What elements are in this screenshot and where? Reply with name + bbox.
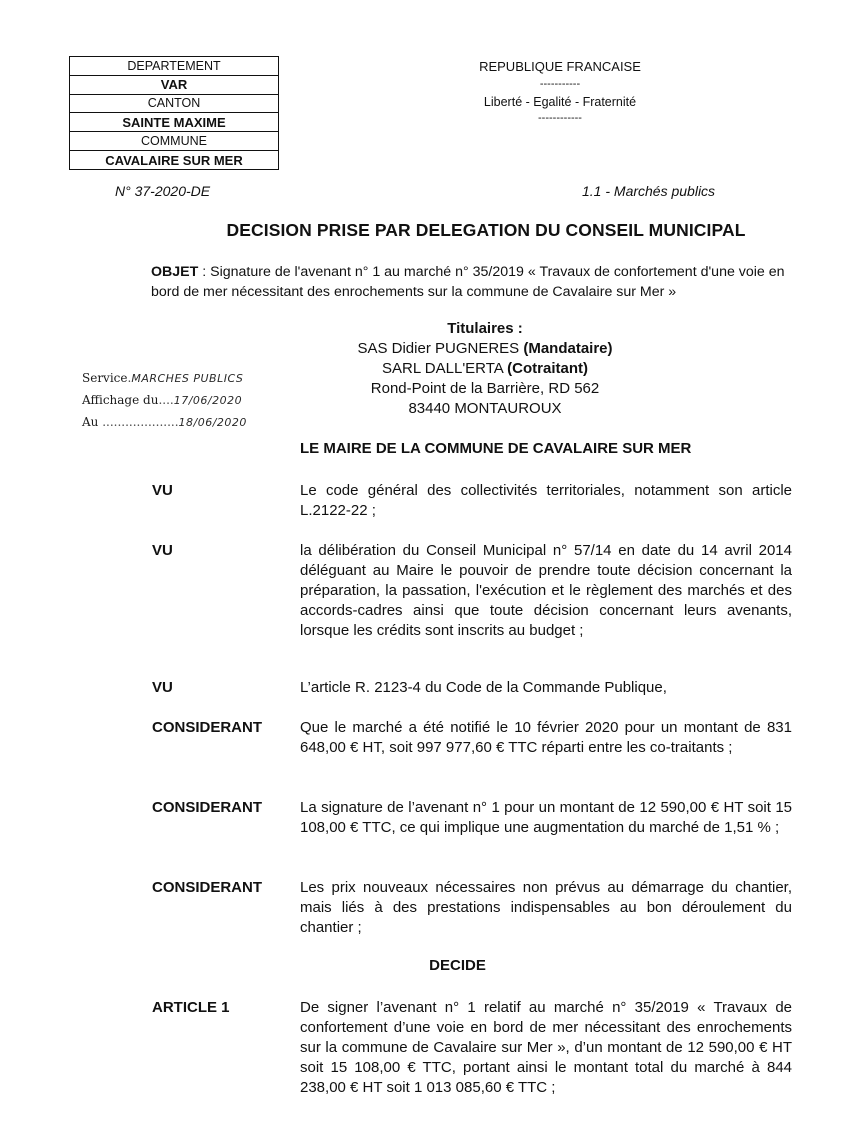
clause-vu-3	[152, 678, 792, 698]
stamp-service-label: Service	[82, 371, 128, 385]
admin-row-canton-value: SAINTE MAXIME	[70, 113, 278, 132]
decide-heading	[0, 957, 855, 974]
clause-considerant-1	[152, 718, 792, 758]
republique-separator-top: -----------	[539, 78, 581, 90]
admin-row-commune-label: COMMUNE	[70, 132, 278, 151]
titulaire-2-name: SARL DALL'ERTA	[382, 360, 503, 377]
admin-row-departement-label: DEPARTEMENT	[70, 57, 278, 76]
clause-article-1	[152, 998, 792, 1098]
clause-text: De signer l’avenant n° 1 relatif au marché n° 35/2019 « Travaux de confortement d’une voie en bord de mer nécessitant des enrochements sur la commune de Cavalaire sur Mer », d’un montant de 12 590,00 € HT soit 15 108,00 € TTC, portant ainsi le montant total du marché à 844 238,00 € HT soit 1 013 085,60 € TTC ;	[300, 999, 792, 1096]
titulaire-line-1	[300, 339, 670, 359]
maire-heading: LE MAIRE DE LA COMMUNE DE CAVALAIRE SUR MER	[300, 440, 692, 457]
clause-label: VU	[152, 679, 173, 696]
stamp-au-value: 18/06/2020	[178, 416, 247, 429]
stamp-affichage-label: Affichage du	[82, 393, 159, 407]
republique-separator-bottom: ------------	[538, 112, 582, 124]
titulaire-2-role: (Cotraitant)	[507, 360, 588, 377]
republique-title: REPUBLIQUE FRANCAISE	[479, 59, 641, 74]
clause-label: CONSIDERANT	[152, 719, 263, 736]
admin-row-canton-label: CANTON	[70, 95, 278, 114]
stamp-affichage-value: 17/06/2020	[173, 394, 243, 407]
clause-label: ARTICLE 1	[152, 999, 230, 1016]
page-title-text: DECISION PRISE PAR DELEGATION DU CONSEIL MUNICIPAL	[226, 220, 746, 240]
stamp-au-label: Au	[82, 415, 99, 429]
clause-vu-1	[152, 481, 792, 521]
titulaires-heading: Titulaires :	[447, 320, 523, 337]
administrative-box	[69, 56, 279, 170]
clause-label: VU	[152, 482, 173, 499]
clause-label: CONSIDERANT	[152, 879, 263, 896]
clause-vu-2	[152, 541, 792, 641]
decision-category: 1.1 - Marchés publics	[582, 183, 716, 199]
clause-text: Que le marché a été notifié le 10 février 2020 pour un montant de 831 648,00 € HT, soit 997 977,60 € TTC réparti entre les co-traitants ;	[300, 719, 792, 756]
clause-considerant-3	[152, 878, 792, 938]
objet-label: OBJET	[151, 264, 199, 280]
decide-heading-text: DECIDE	[429, 957, 486, 974]
titulaire-address-2: 83440 MONTAUROUX	[408, 400, 562, 417]
stamp-au: Au ....................18/06/2020	[82, 415, 247, 429]
stamp-service-value: MARCHES PUBLICS	[131, 372, 244, 385]
decision-number: N° 37-2020-DE	[115, 183, 211, 199]
titulaire-1-name: SAS Didier PUGNERES	[357, 340, 520, 357]
titulaire-address-1: Rond-Point de la Barrière, RD 562	[370, 380, 600, 397]
clause-text: Les prix nouveaux nécessaires non prévus au démarrage du chantier, mais liés à des prestations indispensables au bon déroulement du chantier ;	[300, 879, 792, 936]
clause-text: La signature de l’avenant n° 1 pour un montant de 12 590,00 € HT soit 15 108,00 € TTC, ce qui implique une augmentation du marché de 1,51 % ;	[300, 799, 792, 836]
clause-text: L’article R. 2123-4 du Code de la Commande Publique,	[300, 679, 667, 696]
page-title	[0, 220, 855, 241]
admin-row-commune-value: CAVALAIRE SUR MER	[105, 152, 243, 168]
stamp-service: Service.MARCHES PUBLICS	[82, 371, 244, 385]
titulaire-line-2	[300, 359, 670, 379]
republique-motto: Liberté - Egalité - Fraternité	[483, 95, 637, 109]
stamp-affichage: Affichage du....17/06/2020	[82, 393, 243, 407]
titulaire-1-role: (Mandataire)	[523, 340, 613, 357]
clause-text: Le code général des collectivités territoriales, notamment son article L.2122-22 ;	[300, 482, 792, 519]
objet-text: : Signature de l'avenant n° 1 au marché n° 35/2019 « Travaux de confortement d'une voie en bord de mer nécessitant des enrochements sur la commune de Cavalaire sur Mer »	[151, 264, 785, 300]
clause-considerant-2	[152, 798, 792, 838]
clause-label: VU	[152, 542, 173, 559]
clause-text: la délibération du Conseil Municipal n° 57/14 en date du 14 avril 2014 déléguant au Maire le pouvoir de prendre toute décision concernant la préparation, la passation, l'exécution et le règlement des marchés et des accords-cadres ainsi que toute décision concernant leurs avenants, lorsque les crédits sont inscrits au budget ;	[300, 542, 792, 639]
admin-row-departement-value: VAR	[70, 76, 278, 95]
objet-paragraph	[151, 262, 816, 302]
clause-label: CONSIDERANT	[152, 799, 263, 816]
